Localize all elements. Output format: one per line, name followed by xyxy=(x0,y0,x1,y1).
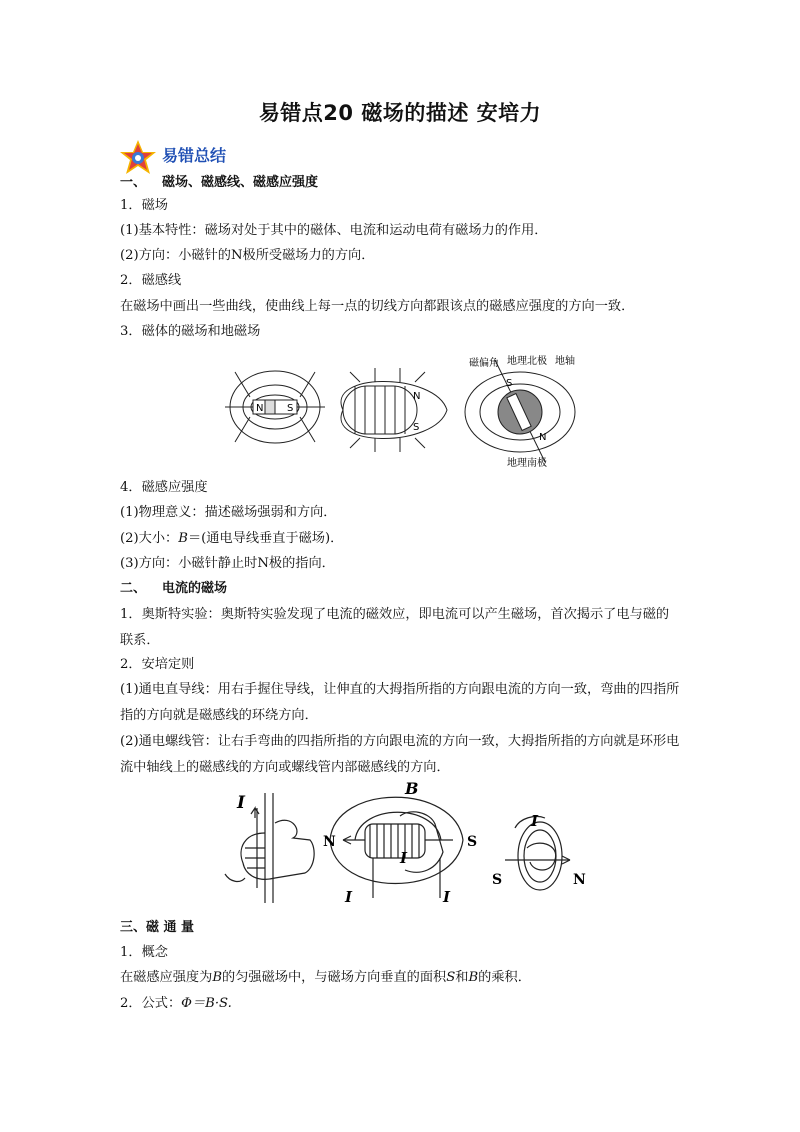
text-flux-concept: 在磁感应强度为B的匀强磁场中，与磁场方向垂直的面积S和B的乘积． xyxy=(120,970,531,985)
page-title: 易错点20 磁场的描述 安培力 xyxy=(258,101,542,125)
earth-s-label: S xyxy=(506,378,513,389)
text-solenoid: (2)通电螺线管：让右手弯曲的四指所指的方向跟电流的方向一致，大拇指所指的方向就是环形电流中轴线上的磁感线的方向或螺线管内部磁感线的方向． xyxy=(120,734,680,775)
star-badge-icon xyxy=(118,138,158,178)
right-hand-rule-figure xyxy=(215,778,595,906)
text-direction: (2)方向：小磁针的N极所受磁场力的方向． xyxy=(120,248,375,263)
text-induction-direction: (3)方向：小磁针静止时N极的指向． xyxy=(120,556,335,571)
sub-heading-concept: 1．概念 xyxy=(120,945,168,960)
geo-south-label: 地理南极 xyxy=(507,458,547,469)
solenoid-current-out-label: I xyxy=(443,888,451,906)
text-field-lines: 在磁场中画出一些曲线，使曲线上每一点的切线方向都跟该点的磁感应强度的方向一致． xyxy=(120,299,635,314)
loop-current-label: I xyxy=(531,812,539,830)
text-oersted: 1．奥斯特实验：奥斯特实验发现了电流的磁效应，即电流可以产生磁场，首次揭示了电与磁的联系． xyxy=(120,607,670,648)
wire-current-label: I xyxy=(237,793,245,813)
sub-heading-magnet-earth-field: 3．磁体的磁场和地磁场 xyxy=(120,324,261,339)
sub-heading-field-lines: 2．磁感线 xyxy=(120,273,182,288)
solenoid-n-label: N xyxy=(323,834,336,850)
solenoid-b-label: B xyxy=(405,779,419,798)
solenoid-s-label: S xyxy=(467,834,478,850)
text-magnitude: (2)大小：B＝(通电导线垂直于磁场)． xyxy=(120,531,344,546)
text-flux-formula: 2．公式：Φ＝B·S. xyxy=(120,996,232,1011)
summary-badge-label: 易错总结 xyxy=(162,146,227,165)
sub-heading-ampere-rule: 2．安培定则 xyxy=(120,657,195,672)
loop-n-label: N xyxy=(573,872,586,888)
section-3-heading: 三、磁 通 量 xyxy=(120,920,195,935)
earth-axis-label: 地轴 xyxy=(555,356,575,367)
text-physical-meaning: (1)物理意义：描述磁场强弱和方向． xyxy=(120,505,337,520)
section-1-heading: 一、 磁场、磁感线、磁感应强度 xyxy=(120,175,319,190)
loop-s-label: S xyxy=(492,872,503,888)
magnet-field-figure xyxy=(225,352,585,470)
text-basic-property: (1)基本特性：磁场对处于其中的磁体、电流和运动电荷有磁场力的作用． xyxy=(120,223,548,238)
magnet-s-label: S xyxy=(287,403,294,414)
earth-n-label: N xyxy=(539,432,547,443)
declination-label: 磁偏角 xyxy=(469,358,499,369)
magnet-n-label: N xyxy=(256,403,264,414)
solenoid-current-label: I xyxy=(400,849,408,867)
sub-heading-magnetic-field: 1．磁场 xyxy=(120,198,168,213)
solenoid-s-label: S xyxy=(413,422,420,433)
section-2-heading: 二、 电流的磁场 xyxy=(120,581,228,596)
solenoid-current-in-label: I xyxy=(345,888,353,906)
sub-heading-induction: 4．磁感应强度 xyxy=(120,480,208,495)
solenoid-n-label: N xyxy=(413,391,421,402)
geo-north-label: 地理北极 xyxy=(507,356,547,367)
text-straight-wire: (1)通电直导线：用右手握住导线，让伸直的大拇指所指的方向跟电流的方向一致，弯曲的四指所指的方向就是磁感线的环绕方向． xyxy=(120,682,680,723)
